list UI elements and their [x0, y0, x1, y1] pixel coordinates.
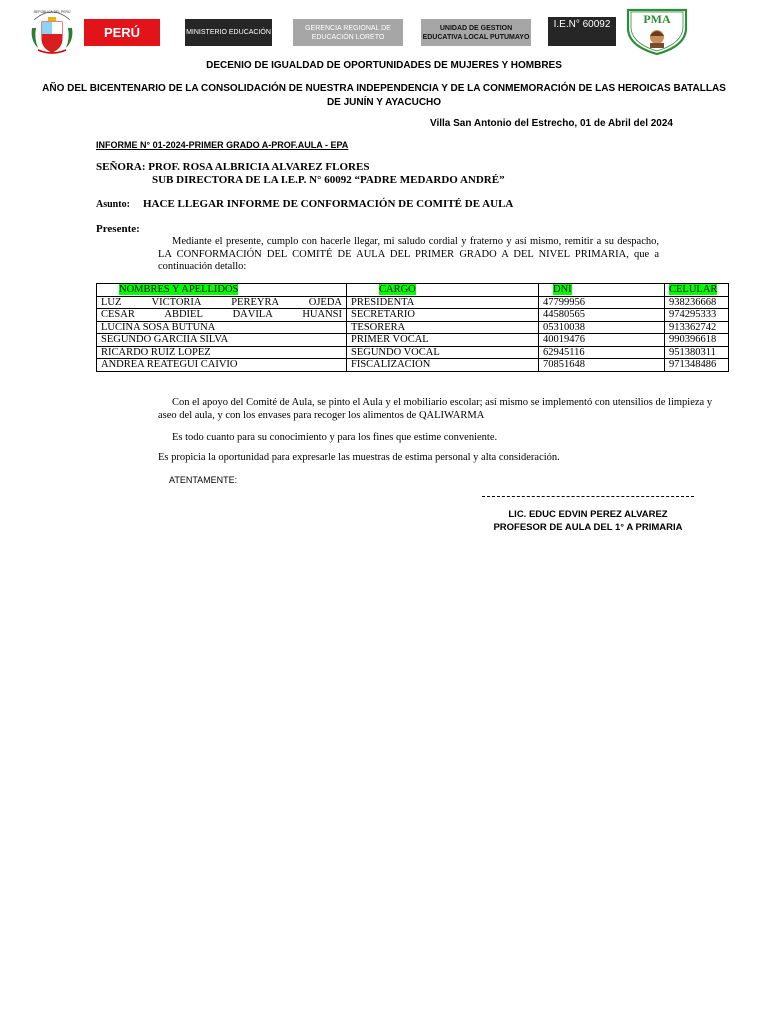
ugel-putumayo-box: UNIDAD DE GESTION EDUCATIVA LOCAL PUTUMAYO [421, 19, 531, 46]
table-row [97, 346, 729, 359]
cell-name: SEGUNDO GARCIIA SILVA [97, 334, 347, 347]
cell-celular: 951380311 [665, 346, 729, 359]
cell-dni: 44580565 [539, 309, 665, 322]
table-row [97, 359, 729, 372]
cell-name: CESAR ABDIEL DÁVILA HUANSI [97, 309, 347, 322]
closing-line-2: Es propicia la oportunidad para expresarle las muestras de estima personal y alta consideración. [158, 452, 560, 463]
cell-dni: 05310038 [539, 321, 665, 334]
table-row [97, 334, 729, 347]
school-number-box: I.E.N° 60092 [548, 17, 616, 46]
cell-cargo: TESORERA [347, 321, 539, 334]
table-row [97, 321, 729, 334]
cell-cargo: FISCALIZACIÓN [347, 359, 539, 372]
column-header-dni: DNI [539, 284, 665, 297]
recipient-title: SUB DIRECTORA DE LA I.E.P. N° 60092 “PADRE MEDARDO ANDRÉ” [152, 174, 505, 186]
column-header-cargo: CARGO [347, 284, 539, 297]
asunto-label: Asunto: [96, 199, 130, 210]
column-header-celular: CELULAR [665, 284, 729, 297]
cell-dni: 47799956 [539, 296, 665, 309]
svg-text:REPÚBLICA DEL PERÚ: REPÚBLICA DEL PERÚ [33, 10, 71, 14]
asunto-text: HACE LLEGAR INFORME DE CONFORMACIÓN DE COMITÉ DE AULA [143, 198, 514, 210]
cell-celular: 974295333 [665, 309, 729, 322]
signature-line [482, 496, 694, 497]
column-header-nombres: NOMBRES Y APELLIDOS [97, 284, 347, 297]
committee-table [96, 283, 729, 372]
table-row [97, 309, 729, 322]
informe-number: INFORME N° 01-2024-PRIMER GRADO A-PROF.AULA - EPA [96, 140, 349, 150]
pma-school-logo [622, 6, 692, 56]
table-header-row [97, 284, 729, 297]
cell-dni: 40019476 [539, 334, 665, 347]
peru-label-box: PERÚ [84, 19, 160, 46]
gerencia-regional-box: GERENCIA REGIONAL DE EDUCACIÓN LORETO [293, 19, 403, 46]
signatory-role: PROFESOR DE AULA DEL 1° A PRIMARIA [493, 522, 683, 533]
recipient-line: SEÑORA: PROF. ROSA ALBRICIA ALVAREZ FLORES [96, 161, 370, 173]
cell-cargo: PRESIDENTA [347, 296, 539, 309]
cell-celular: 938236668 [665, 296, 729, 309]
atentamente-label: ATENTAMENTE: [169, 475, 238, 485]
cell-name: LUZ VICTORIA PEREYRA OJEDA [97, 296, 347, 309]
ministerio-educacion-box: MINISTERIO EDUCACIÓN [185, 19, 272, 46]
anio-heading: AÑO DEL BICENTENARIO DE LA CONSOLIDACIÓN DE NUESTRA INDEPENDENCIA Y DE LA CONMEMORACIÓN DE LAS HEROICAS BATALLAS DE JUNÍN Y AYACUCHO [42, 83, 726, 108]
cell-dni: 62945116 [539, 346, 665, 359]
place-date: Villa San Antonio del Estrecho, 01 de Abril del 2024 [429, 118, 673, 129]
signatory-name: LIC. EDUC EDVIN PEREZ ALVAREZ [508, 509, 668, 520]
cell-celular: 913362742 [665, 321, 729, 334]
table-row [97, 296, 729, 309]
cell-cargo: SECRETARIO [347, 309, 539, 322]
cell-celular: 971348486 [665, 359, 729, 372]
peru-coat-of-arms-logo [28, 6, 76, 56]
pma-logo-text: PMA [643, 12, 671, 26]
apoyo-paragraph: Con el apoyo del Comité de Aula, se pinto el Aula y el mobiliario escolar; así mismo se implementó con utensilios de limpieza y aseo del aula, y con los envases para recoger los alimentos de QALIWARMA [158, 397, 713, 421]
cell-celular: 990396618 [665, 334, 729, 347]
cell-name: LUCINA SOSA BUTUNA [97, 321, 347, 334]
cell-dni: 70851648 [539, 359, 665, 372]
decenio-heading: DECENIO DE IGUALDAD DE OPORTUNIDADES DE MUJERES Y HOMBRES [206, 60, 562, 71]
closing-line-1: Es todo cuanto para su conocimiento y para los fines que estime conveniente. [172, 432, 498, 443]
intro-paragraph: Mediante el presente, cumplo con hacerle llegar, mi saludo cordial y fraterno y así mismo, remitir a su despacho, LA CONFORMACIÓN DEL COMITÉ DE AULA DEL PRIMER GRADO A DEL NIVEL PRIMARIA, que a continuación detallo: [158, 236, 659, 272]
presente-label: Presente: [96, 223, 140, 235]
cell-cargo: PRIMER VOCAL [347, 334, 539, 347]
cell-name: RICARDO RUIZ LOPEZ [97, 346, 347, 359]
cell-name: ANDREA REATEGUI CAIVIO [97, 359, 347, 372]
cell-cargo: SEGUNDO VOCAL [347, 346, 539, 359]
